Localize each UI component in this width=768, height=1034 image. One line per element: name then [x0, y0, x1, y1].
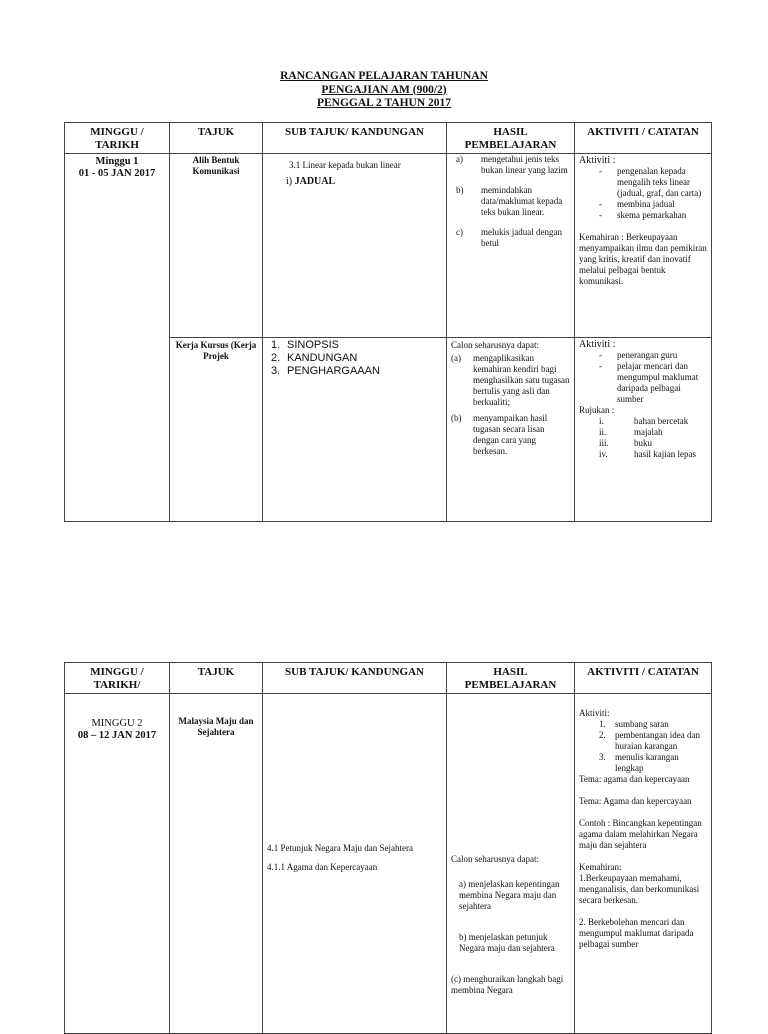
- list-item-text: hasil kajian lepas: [634, 449, 696, 459]
- list-item-label: 3.: [599, 752, 606, 762]
- list-item: [451, 974, 570, 996]
- list-item: [451, 413, 570, 457]
- list-item-label: a): [459, 879, 466, 889]
- table-row: [65, 154, 712, 338]
- table-header-row: [65, 123, 712, 154]
- list-item: - pengenalan kepada mengalih teks linear (jadual, graf, dan carta): [599, 166, 702, 198]
- header-sub-tajuk: SUB TAJUK/ KANDUNGAN: [263, 663, 447, 694]
- header-sub-tajuk: SUB TAJUK/ KANDUNGAN: [263, 123, 447, 154]
- list-item-label: (a): [451, 353, 461, 363]
- list-item: [451, 879, 570, 912]
- table-row: [65, 694, 712, 1034]
- aktiviti-label: Aktiviti :: [579, 155, 616, 166]
- header-minggu: MINGGU / TARIKH/: [65, 663, 170, 694]
- tajuk-cell: [170, 154, 263, 338]
- list-item: [579, 427, 707, 438]
- title-line-1: RANCANGAN PELAJARAN TAHUNAN: [280, 70, 488, 82]
- list-item-label: b): [456, 185, 464, 195]
- kemahiran-text: Kemahiran : Berkeupayaan menyampaikan ilmu dan pemikiran yang kritis, kreatif dan inovatif melalui pelbagai bentuk komunikasi.: [579, 232, 707, 286]
- list-item-label: c): [456, 227, 463, 237]
- week-date: 08 – 12 JAN 2017: [77, 730, 157, 741]
- week-label: MINGGU 2: [91, 718, 143, 729]
- list-item-label: 2.: [599, 730, 606, 740]
- list-item-text: melukis jadual dengan betul: [481, 227, 562, 248]
- contoh-text: Contoh : Bincangkan kepentingan agama dalam melahirkan Negara maju dan sejahtera: [579, 818, 702, 850]
- sub-tajuk-line: 4.1.1 Agama dan Kepercayaan: [267, 862, 378, 872]
- rujukan-list: [579, 416, 707, 460]
- list-item-text: membina jadual: [617, 199, 675, 209]
- aktiviti-list: [579, 719, 707, 774]
- list-item-label: 2.: [271, 352, 281, 364]
- hasil-cell: [447, 154, 575, 338]
- sub-tajuk-bold: JADUAL: [294, 176, 336, 187]
- list-item-text: penerangan guru: [617, 350, 678, 360]
- week-cell: [65, 154, 170, 522]
- title-line-2: PENGAJIAN AM (900/2): [321, 83, 447, 96]
- week-cell: [65, 694, 170, 1034]
- sub-tajuk-cell: [263, 694, 447, 1034]
- kemahiran-text: 2. Berkebolehan mencari dan mengumpul maklumat daripada pelbagai sumber: [579, 917, 694, 949]
- sub-tajuk-prefix: i): [286, 176, 295, 187]
- list-item-text: majalah: [634, 427, 663, 437]
- week-date: 01 - 05 JAN 2017: [78, 168, 156, 179]
- tema-text: Tema: Agama dan kepercayaan: [579, 796, 692, 806]
- list-item: [451, 932, 570, 954]
- lesson-plan-table-2: [64, 662, 712, 1034]
- kemahiran-label: Kemahiran:: [579, 862, 622, 872]
- aktiviti-label: Aktiviti :: [579, 339, 616, 350]
- list-item: [579, 730, 707, 752]
- header-hasil: HASIL PEMBELAJARAN: [447, 663, 575, 694]
- list-item-text: mengetahui jenis teks bukan linear yang lazim: [481, 154, 568, 175]
- list-item: [579, 752, 707, 774]
- hasil-list: [451, 154, 570, 249]
- sub-tajuk-cell: [263, 338, 447, 522]
- kemahiran-text: 1.Berkeupayaan memahami, menganalisis, dan berkomunikasi secara berkesan.: [579, 873, 700, 905]
- header-aktiviti: AKTIVITI / CATATAN: [575, 123, 712, 154]
- list-item-label: 1.: [599, 719, 606, 729]
- header-minggu: MINGGU / TARIKH: [65, 123, 170, 154]
- list-item-text: menyampaikan hasil tugasan secara lisan dengan cara yang berkesan.: [473, 413, 548, 456]
- list-item-label: 3.: [271, 365, 281, 377]
- list-item-label: i.: [599, 416, 604, 426]
- list-item: [579, 438, 707, 449]
- list-item: [267, 352, 442, 365]
- aktiviti-label: Aktiviti:: [579, 708, 610, 718]
- list-item: - pelajar mencari dan mengumpul maklumat daripada pelbagai sumber: [599, 361, 699, 404]
- hasil-cell: [447, 338, 575, 522]
- list-item-text: PENGHARGAAAN: [287, 365, 380, 377]
- aktiviti-list: [579, 350, 707, 405]
- tajuk-text: Malaysia Maju dan Sejahtera: [178, 716, 254, 737]
- tajuk-text: Kerja Kursus (Kerja Projek: [175, 340, 257, 361]
- list-item-text: menulis karangan lengkap: [615, 752, 679, 773]
- list-item-text: bahan bercetak: [634, 416, 689, 426]
- list-item-text: pembentangan idea dan huraian karangan: [615, 730, 700, 751]
- hasil-intro: Calon seharusnya dapat:: [451, 854, 539, 864]
- list-item-text: pelajar mencari dan mengumpul maklumat daripada pelbagai sumber: [617, 361, 699, 404]
- list-item: [579, 719, 707, 730]
- header-tajuk: TAJUK: [170, 663, 263, 694]
- list-item-label: (b): [451, 413, 462, 423]
- hasil-intro: Calon seharusnya dapat:: [451, 340, 539, 350]
- list-item: [579, 449, 707, 460]
- document-titles: [0, 70, 768, 111]
- list-item-text: menjelaskan petunjuk Negara maju dan sejahtera: [459, 932, 555, 953]
- sub-tajuk-list: [267, 339, 442, 378]
- list-item-text: KANDUNGAN: [287, 352, 358, 364]
- list-item-text: skema pemarkahan: [617, 210, 687, 220]
- aktiviti-cell: [575, 338, 712, 522]
- sub-tajuk-line: 4.1 Petunjuk Negara Maju dan Sejahtera: [267, 843, 413, 853]
- list-item-text: memindahkan data/maklumat kepada teks bukan linear.: [481, 185, 563, 217]
- list-item: [267, 339, 442, 352]
- list-item-text: mengaplikasikan kemahiran kendiri bagi menghasilkan satu tugasan bertulis yang asli dan berkualiti;: [473, 353, 570, 407]
- list-item: [267, 365, 442, 378]
- list-item-text: buku: [634, 438, 652, 448]
- list-item: - skema pemarkahan: [599, 210, 687, 220]
- list-item-label: iv.: [599, 449, 608, 459]
- header-aktiviti: AKTIVITI / CATATAN: [575, 663, 712, 694]
- sub-tajuk-jadual: [286, 176, 442, 187]
- list-item-label: (c): [451, 974, 461, 984]
- tajuk-text: Alih Bentuk Komunikasi: [192, 155, 240, 176]
- list-item: [451, 185, 570, 218]
- list-item: [451, 353, 570, 408]
- header-hasil: HASIL PEMBELAJARAN: [447, 123, 575, 154]
- list-item-text: sumbang saran: [615, 719, 669, 729]
- list-item-text: menjelaskan kepentingan membina Negara maju dan sejahtera: [459, 879, 560, 911]
- hasil-cell: [447, 694, 575, 1034]
- tema-text: Tema: agama dan kepercayaan: [579, 774, 690, 784]
- lesson-plan-table-1: [64, 122, 712, 522]
- list-item-label: 1.: [271, 339, 281, 351]
- sub-tajuk-line: 3.1 Linear kepada bukan linear: [289, 160, 401, 170]
- aktiviti-cell: [575, 694, 712, 1034]
- tajuk-cell: [170, 694, 263, 1034]
- rujukan-label: Rujukan :: [579, 405, 615, 415]
- list-item: - penerangan guru: [599, 350, 678, 360]
- list-item-label: iii.: [599, 438, 609, 448]
- list-item-text: pengenalan kepada mengalih teks linear (jadual, graf, dan carta): [617, 166, 702, 198]
- list-item-label: a): [456, 154, 463, 164]
- hasil-list: [451, 353, 570, 457]
- header-tajuk: TAJUK: [170, 123, 263, 154]
- hasil-list: [451, 879, 570, 996]
- table-header-row: [65, 663, 712, 694]
- list-item-label: ii.: [599, 427, 607, 437]
- aktiviti-cell: [575, 154, 712, 338]
- tajuk-cell: [170, 338, 263, 522]
- list-item: [579, 416, 707, 427]
- list-item: - membina jadual: [599, 199, 675, 209]
- list-item: [451, 154, 570, 176]
- list-item: [451, 227, 570, 249]
- week-label: Minggu 1: [95, 156, 139, 167]
- title-line-3: PENGGAL 2 TAHUN 2017: [316, 97, 452, 109]
- aktiviti-list: [579, 166, 707, 221]
- sub-tajuk-cell: [263, 154, 447, 338]
- list-item-label: b): [459, 932, 467, 942]
- list-item-text: SINOPSIS: [287, 339, 339, 351]
- list-item-text: menghuraikan langkah bagi membina Negara: [451, 974, 564, 995]
